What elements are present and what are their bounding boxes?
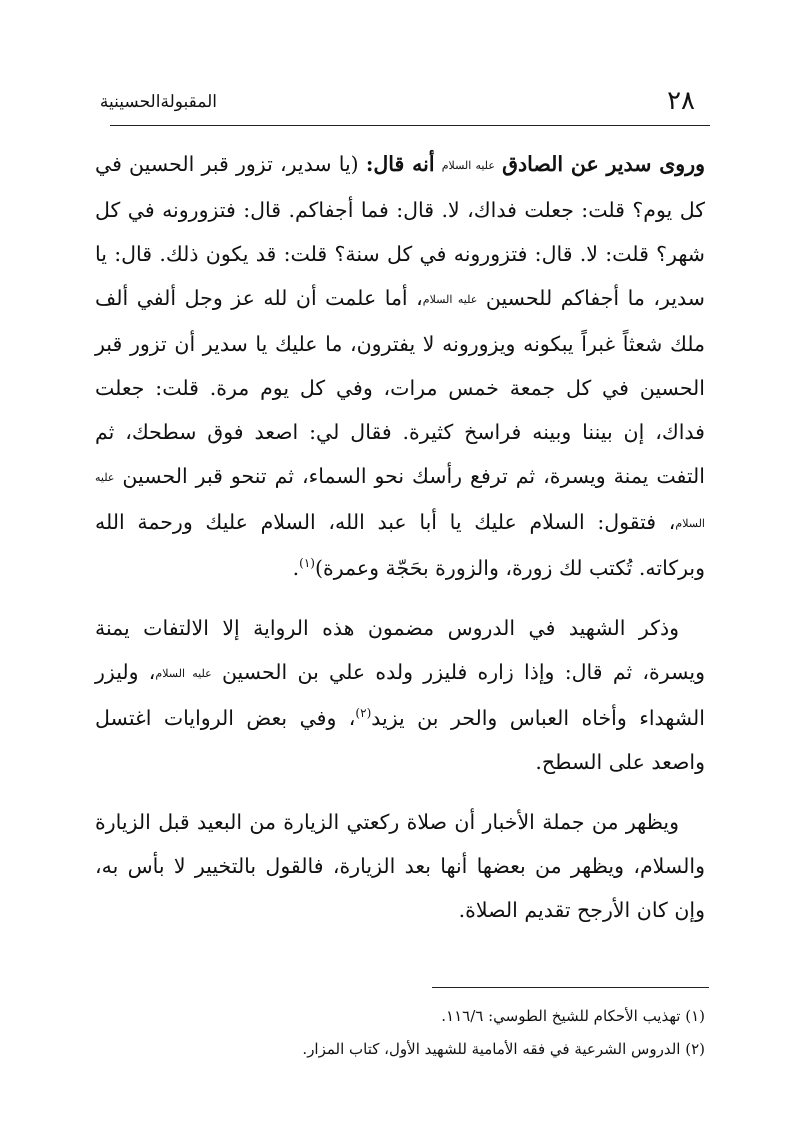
paragraph-2-text-1: وذكر الشهيد في الدروس مضمون هذه الرواية إلا الالتفات يمنة ويسرة، ثم قال: وإذا زاره فليزر ولده علي بن الحسين (95, 616, 705, 684)
footnote-ref-2[interactable]: (٢) (355, 706, 372, 721)
paragraph-1 (95, 142, 705, 590)
narration-text-3: ، فتقول: السلام عليك يا أبا عبد الله، السلام عليك ورحمة الله وبركاته. تُكتب لك زورة، والزورة بحَجّة وعمرة) (95, 510, 705, 580)
honorific-symbol: عليه السلام (422, 293, 478, 306)
narration-lead: وروى سدير عن الصادق (502, 152, 705, 176)
header-divider (110, 125, 710, 126)
honorific-symbol: عليه السلام (95, 471, 705, 530)
footnote-divider (432, 987, 709, 988)
footnote-ref-1[interactable]: (١) (299, 556, 315, 571)
footnote-1: (١) تهذيب الأحكام للشيخ الطوسي: ١١٦/٦. (441, 1007, 705, 1025)
footnotes (95, 1000, 705, 1066)
footnote-2: (٢) الدروس الشرعية في فقه الأمامية للشهيد الأول، كتاب المزار. (302, 1040, 705, 1058)
paragraph-2-text-3: ، وفي بعض الروايات اغتسل واصعد على السطح. (95, 706, 705, 774)
running-title: المقبولةالحسينية (99, 92, 217, 112)
paragraph-2 (95, 606, 705, 784)
paragraph-3: ويظهر من جملة الأخبار أن صلاة ركعتي الزيارة من البعيد قبل الزيارة والسلام، ويظهر من بعضها أنها بعد الزيارة، فالقول بالتخيير لا بأس به، وإن كان الأرجح تقديم الصلاة. (95, 810, 705, 922)
honorific-symbol: عليه السلام (441, 159, 495, 172)
said-phrase: أنه قال: (365, 152, 435, 176)
page-number: ٢٨ (667, 86, 695, 116)
narration-text-1: (يا سدير، تزور قبر الحسين في كل يوم؟ قلت: جعلت فداك، لا. قال: فما أجفاكم. قال: فتزورونه في كل شهر؟ قلت: لا. قال: فتزورونه في كل سنة؟ قلت: قد يكون ذلك. قال: يا سدير، ما أجفاكم للحسين (95, 152, 705, 310)
paragraph-2-text-2: ، وليزر الشهداء وأخاه العباس والحر بن يزيد (95, 660, 705, 730)
paragraph-1-end: . (292, 556, 300, 580)
narration-text-2: ، أما علمت أن لله عز وجل ألفي ألف ملك شعثاً غبراً يبكونه ويزورونه لا يفترون، ما عليك يا سدير أن تزور قبر الحسين في كل جمعة خمس مرات، وفي كل يوم مرة. قلت: جعلت فداك، إن بيننا وبينه فراسخ كثيرة. فقال لي: اصعد فوق سطحك، ثم التفت يمنة ويسرة، ثم ترفع رأسك نحو السماء، ثم تنحو قبر الحسين (95, 286, 705, 488)
honorific-symbol: عليه السلام (155, 667, 212, 680)
main-text (95, 142, 705, 932)
